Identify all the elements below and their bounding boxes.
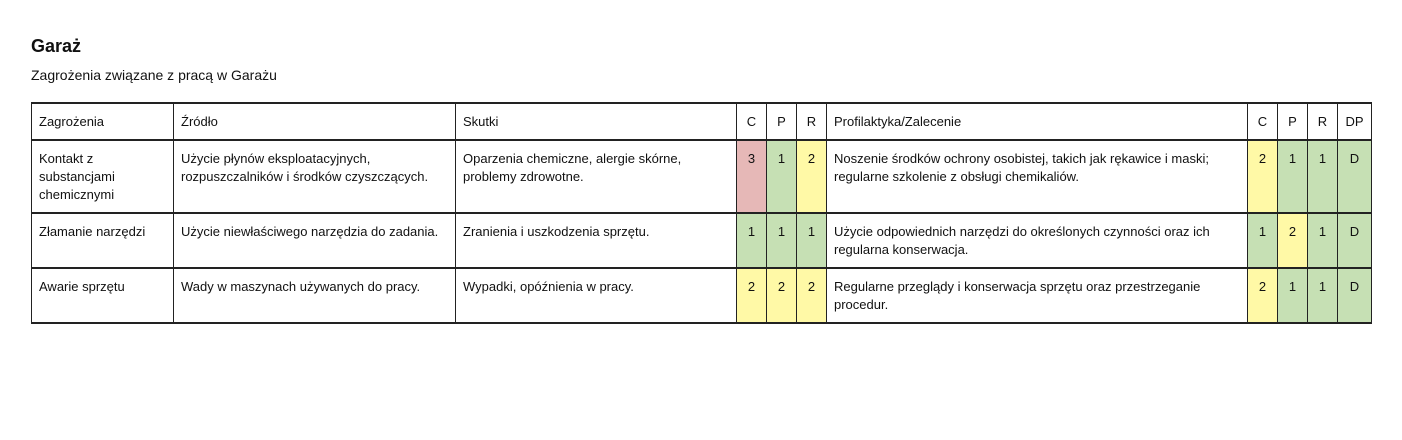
header-row <box>32 103 1372 140</box>
page-title: Garaż <box>31 36 82 56</box>
header-profilaktyka: Profilaktyka/Zalecenie <box>827 103 1248 140</box>
cell-c-before: 1 <box>737 213 767 268</box>
table-row <box>32 268 1372 323</box>
cell-dp: D <box>1338 268 1372 323</box>
cell-skutki: Zranienia i uszkodzenia sprzętu. <box>456 213 737 268</box>
cell-r-after: 1 <box>1308 268 1338 323</box>
risk-table <box>31 102 1372 324</box>
cell-zagrozenie: Złamanie narzędzi <box>32 213 174 268</box>
cell-p-before: 1 <box>767 213 797 268</box>
cell-dp: D <box>1338 140 1372 213</box>
cell-p-after: 1 <box>1278 140 1308 213</box>
cell-r-before: 2 <box>797 140 827 213</box>
header-r-after: R <box>1308 103 1338 140</box>
header-dp: DP <box>1338 103 1372 140</box>
header-r-before: R <box>797 103 827 140</box>
cell-profilaktyka: Noszenie środków ochrony osobistej, takich jak rękawice i maski; regularne szkolenie z obsługi chemikaliów. <box>827 140 1248 213</box>
cell-skutki: Oparzenia chemiczne, alergie skórne, problemy zdrowotne. <box>456 140 737 213</box>
cell-r-after: 1 <box>1308 140 1338 213</box>
cell-dp: D <box>1338 213 1372 268</box>
header-skutki: Skutki <box>456 103 737 140</box>
cell-zagrozenie: Awarie sprzętu <box>32 268 174 323</box>
cell-p-before: 1 <box>767 140 797 213</box>
cell-p-after: 2 <box>1278 213 1308 268</box>
cell-skutki: Wypadki, opóźnienia w pracy. <box>456 268 737 323</box>
header-c-before: C <box>737 103 767 140</box>
cell-c-after: 1 <box>1248 213 1278 268</box>
cell-zrodlo: Użycie płynów eksploatacyjnych, rozpuszczalników i środków czyszczących. <box>174 140 456 213</box>
cell-profilaktyka: Regularne przeglądy i konserwacja sprzętu oraz przestrzeganie procedur. <box>827 268 1248 323</box>
cell-profilaktyka: Użycie odpowiednich narzędzi do określonych czynności oraz ich regularna konserwacja. <box>827 213 1248 268</box>
cell-c-after: 2 <box>1248 140 1278 213</box>
cell-p-after: 1 <box>1278 268 1308 323</box>
table-row <box>32 140 1372 213</box>
cell-c-after: 2 <box>1248 268 1278 323</box>
cell-r-before: 1 <box>797 213 827 268</box>
header-zrodlo: Źródło <box>174 103 456 140</box>
cell-c-before: 2 <box>737 268 767 323</box>
cell-p-before: 2 <box>767 268 797 323</box>
cell-zrodlo: Użycie niewłaściwego narzędzia do zadania. <box>174 213 456 268</box>
cell-zagrozenie: Kontakt z substancjami chemicznymi <box>32 140 174 213</box>
header-p-before: P <box>767 103 797 140</box>
header-zagrozenia: Zagrożenia <box>32 103 174 140</box>
cell-c-before: 3 <box>737 140 767 213</box>
page-subtitle: Zagrożenia związane z pracą w Garażu <box>31 67 277 83</box>
cell-r-after: 1 <box>1308 213 1338 268</box>
table-row <box>32 213 1372 268</box>
cell-r-before: 2 <box>797 268 827 323</box>
header-c-after: C <box>1248 103 1278 140</box>
cell-zrodlo: Wady w maszynach używanych do pracy. <box>174 268 456 323</box>
header-p-after: P <box>1278 103 1308 140</box>
